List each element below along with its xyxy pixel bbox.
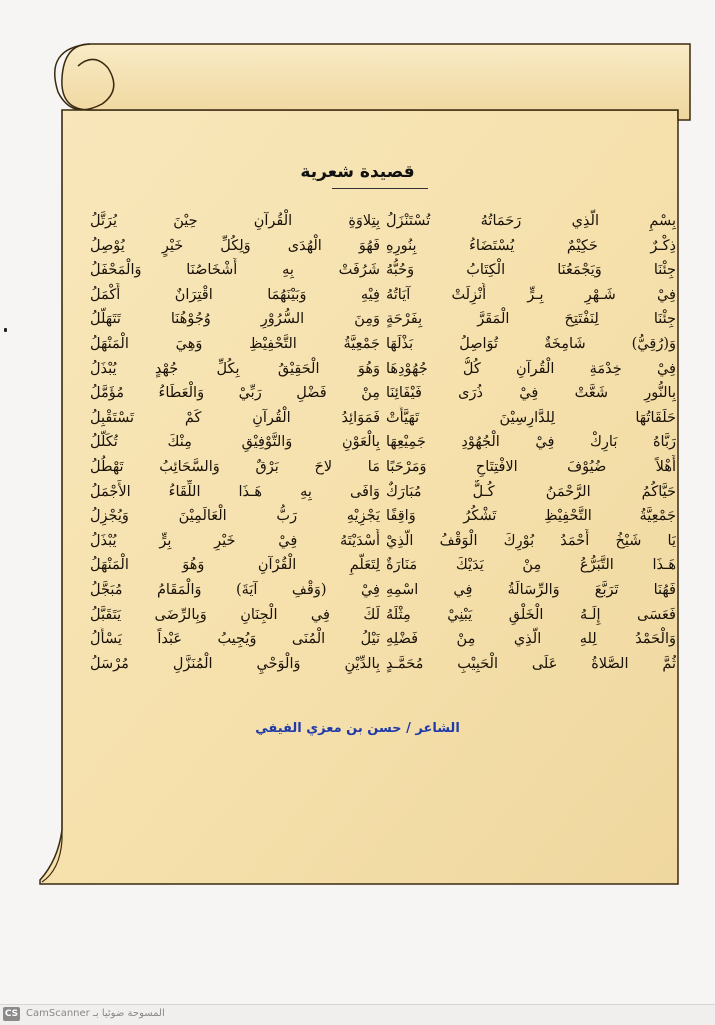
verse-line: أَهْلاً ضُيُوْفَ الافْتِتَاحِ وَمَرْحَبًا: [386, 458, 676, 475]
verse-line: وَ(رُقِيُّ) شَامِخَةٌ تُوَاصِلُ بَذْلَهَا: [386, 335, 676, 352]
verse-line: فَهُوَ الْهُدَى وَلِكُلِّ خَيْرٍ يُوْصِلُ: [90, 237, 380, 254]
verse-line: وَافَى بِهِ هَـذَا اللِّقَاءُ الأَجْمَلُ: [90, 483, 380, 500]
verse-line: فَمَوَائِدُ الْقُرآنِ كَمْ تَسْتَقْبِلُ: [90, 409, 380, 426]
camscanner-footer: [0, 1004, 715, 1025]
camscanner-watermark-text: المسوحة ضوئيا بـ CamScanner: [26, 1008, 165, 1019]
verse-line: فَعَسَى إِلَـهُ الْخَلْقِ يَبْنِيْ مِثْلَهُ: [386, 606, 676, 623]
verse-line: جَمْعِيَّةُ التَّحْفِيْظِ وَهِيَ الْمَنْهَلُ: [90, 335, 380, 352]
verse-line: أَسْدَيْتَهُ فِيْ خَيْرِ بِرٍّ يُبْذَلُ: [90, 532, 380, 549]
verse-line: بِالنُّورِ شَعَّتْ فِيْ ذُرَى فَيْفَائِنَا: [386, 385, 676, 402]
verse-line: هَـذَا التَّبَرُّعُ مِنْ يَدَيْكَ مَنَارَةٌ: [386, 557, 676, 574]
verse-line: فَهُنَا تَرَبَّعَ وَالرِّسَالَةُ فِي اسْمِهِ: [386, 581, 676, 598]
title-underline: [332, 188, 428, 189]
verse-line: شَرُفَتْ بِهِ أَشْخَاصُنَا وَالْمَحْفَلُ: [90, 262, 380, 279]
verse-line: يَجْزِيْهِ رَبُّ الْعَالَمِيْنَ وَيُجْزِلُ: [90, 508, 380, 525]
poet-signature: الشاعر / حسن بن معزي الفيفي: [255, 721, 460, 736]
verse-line: فِيْهِ وَبَيْنَهُمَا اقْتِرَانٌ أَكْمَلُ: [90, 286, 380, 303]
verse-line: جَمْعِيَّةُ التَّحْفِيْظِ تَشْكُرُ وَاقِفًا: [386, 508, 676, 525]
verse-line: يَا شَيْخُ أَحْمَدُ بُوْرِكَ الْوَقْفُ الَّذِيْ: [386, 532, 676, 549]
poem-right-column: [386, 209, 676, 676]
verse-line: مِنْ فَضْلِ رَبِّيْ وَالْعَطَاءُ مُؤَمَّلُ: [90, 385, 380, 402]
verse-line: ذِكْـرٌ حَكِيْمٌ يُسْتَضَاءُ بِنُورِهِ: [386, 237, 676, 254]
verse-line: بِالْعَوْنِ وَالتَّوْفِيْقِ مِنْكَ تُكَلَّلُ: [90, 434, 380, 451]
verse-line: بِتِلاوَةِ الْقُرآنِ حِيْنَ يُرَتَّلُ: [90, 213, 380, 229]
verse-line: نَيْلُ الْمُنَى وَيُجِيبُ عَبْداً يَسْأَلُ: [90, 631, 380, 648]
verse-line: حَيَّاكُمُ الرَّحْمَنُ كُـلٌّ مُبَارَكٌ: [386, 483, 676, 500]
scan-mark: [4, 328, 7, 332]
verse-line: لَكَ فِي الْجِنَانِ وَبِالرِّضَى يَتَقَبَّلُ: [90, 606, 380, 623]
poem-title: قصيدة شعرية: [300, 162, 415, 182]
verse-line: مَا لاحَ بَرْقٌ وَالسَّحَائِبُ تَهْطُلُ: [90, 458, 380, 475]
verse-line: جِئْنَا لِنَفْتَتِحَ الْمَقَرَّ بِفَرْحَةٍ: [386, 311, 676, 328]
verse-line: ثُمَّ الصَّلاةُ عَلَى الْحَبِيْبِ مُحَمَّـدٍ: [386, 655, 676, 672]
verse-line: رَبَّاهُ بَارِكْ فِيْ الْجُهُوْدِ جَمِيْعِهَا: [386, 434, 676, 451]
camscanner-logo-icon: CS: [4, 1009, 19, 1019]
verse-line: وَهُوَ الْحَقِيْقُ بِكُلِّ جُهْدٍ يُبْذَلُ: [90, 360, 380, 377]
verse-line: وَمِنَ السُّرُوْرِ وُجُوْهُنَا تَتَهَلَّلُ: [90, 311, 380, 328]
verse-line: بِالدِّيْنِ وَالْوَحْيِ الْمُنَزَّلِ مُرْسَلُ: [90, 655, 380, 672]
verse-line: فِيْ (وَقْفِ آيَةَ) وَالْمَقَامُ مُبَجَّلُ: [90, 581, 380, 598]
verse-line: وَالْحَمْدُ لِلهِ الَّذِي مِنْ فَضْلِهِ: [386, 631, 676, 648]
verse-line: فِيْ شَـهْرِ بِـرٍّ أُنْزِلَتْ آيَاتُهُ: [386, 286, 676, 303]
verse-line: جِئْنَا وَيَجْمَعُنَا الْكِتَابُ وَحُبُّهُ: [386, 262, 676, 279]
verse-line: حَلَقَاتُهَا لِلدَّارِسِيْنَ تَهَيَّأَتْ: [386, 409, 676, 426]
verse-line: لِتَعَلُّمِ الْقُرْآنِ وَهُوَ الْمَنْهَلُ: [90, 557, 380, 574]
verse-line: فِيْ خِدْمَةِ الْقُرآنِ كُلُّ جُهُوْدِهَا: [386, 360, 676, 377]
poem-left-column: [90, 209, 380, 676]
verse-line: بِسْمِ الَّذِي رَحَمَاتُهُ تُسْتَنْزَلُ: [386, 213, 676, 229]
